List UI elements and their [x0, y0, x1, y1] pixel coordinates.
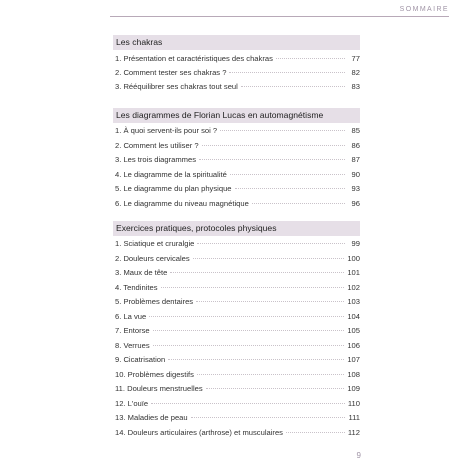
entry-page: 111	[348, 413, 360, 422]
toc-entry[interactable]	[115, 239, 360, 250]
entry-label: 3. Maux de tête	[115, 268, 168, 277]
entry-page: 85	[351, 126, 360, 135]
entry-page: 83	[351, 82, 360, 91]
section-title-exercices: Exercices pratiques, protocoles physiques	[113, 221, 360, 236]
entry-label: 11. Douleurs menstruelles	[115, 384, 203, 393]
toc-entry[interactable]	[115, 268, 360, 279]
entry-page: 101	[347, 268, 360, 277]
entry-label: 6. La vue	[115, 312, 147, 321]
entry-label: 1. Présentation et caractéristiques des chakras	[115, 54, 273, 63]
entry-page: 96	[351, 199, 360, 208]
entry-page: 93	[351, 184, 360, 193]
toc-entry[interactable]	[115, 384, 360, 395]
toc-entry[interactable]	[115, 184, 360, 195]
entry-label: 1. À quoi servent-ils pour soi ?	[115, 126, 218, 135]
leader-dots	[199, 159, 345, 160]
leader-dots	[241, 86, 345, 87]
entry-label: 7. Entorse	[115, 326, 150, 335]
entry-page: 104	[347, 312, 360, 321]
entry-label: 3. Rééquilibrer ses chakras tout seul	[115, 82, 238, 91]
entry-page: 103	[347, 297, 360, 306]
section-title-diagrammes: Les diagrammes de Florian Lucas en automagnétisme	[113, 108, 360, 123]
entry-page: 102	[347, 283, 360, 292]
entry-label: 2. Comment les utiliser ?	[115, 141, 199, 150]
entry-label: 14. Douleurs articulaires (arthrose) et musculaires	[115, 428, 283, 437]
entry-label: 9. Cicatrisation	[115, 355, 166, 364]
entry-label: 3. Les trois diagrammes	[115, 155, 197, 164]
entry-page: 82	[351, 68, 360, 77]
entry-label: 6. Le diagramme du niveau magnétique	[115, 199, 249, 208]
leader-dots	[196, 301, 344, 302]
toc-entry[interactable]	[115, 413, 360, 424]
leader-dots	[193, 258, 345, 259]
entry-page: 108	[347, 370, 360, 379]
toc-entry[interactable]	[115, 126, 360, 137]
entry-label: 5. Le diagramme du plan physique	[115, 184, 232, 193]
toc-entry[interactable]	[115, 170, 360, 181]
leader-dots	[197, 243, 345, 244]
page-number: 9	[356, 451, 361, 460]
section-title-chakras: Les chakras	[113, 35, 360, 50]
leader-dots	[153, 345, 345, 346]
toc-entry[interactable]	[115, 283, 360, 294]
leader-dots	[206, 388, 345, 389]
leader-dots	[229, 72, 345, 73]
toc-entry[interactable]	[115, 54, 360, 65]
leader-dots	[149, 316, 344, 317]
entry-page: 110	[347, 399, 360, 408]
entry-page: 87	[351, 155, 360, 164]
entry-page: 105	[347, 326, 360, 335]
entry-page: 100	[347, 254, 360, 263]
entry-page: 77	[351, 54, 360, 63]
entry-page: 107	[347, 355, 360, 364]
entry-label: 5. Problèmes dentaires	[115, 297, 194, 306]
header-rule	[110, 16, 449, 17]
entry-label: 10. Problèmes digestifs	[115, 370, 194, 379]
toc-entry[interactable]	[115, 82, 360, 93]
entry-page: 90	[351, 170, 360, 179]
leader-dots	[151, 403, 345, 404]
toc-entry[interactable]	[115, 399, 360, 410]
toc-entry[interactable]	[115, 355, 360, 366]
entry-label: 2. Comment tester ses chakras ?	[115, 68, 227, 77]
entry-label: 12. L'ouïe	[115, 399, 149, 408]
leader-dots	[230, 174, 345, 175]
entry-label: 4. Le diagramme de la spiritualité	[115, 170, 227, 179]
entry-page: 112	[347, 428, 360, 437]
leader-dots	[191, 417, 345, 418]
toc-entry[interactable]	[115, 199, 360, 210]
toc-entry[interactable]	[115, 326, 360, 337]
entry-page: 99	[351, 239, 360, 248]
toc-entry[interactable]	[115, 428, 360, 439]
toc-entry[interactable]	[115, 370, 360, 381]
leader-dots	[220, 130, 345, 131]
leader-dots	[197, 374, 344, 375]
leader-dots	[202, 145, 345, 146]
leader-dots	[276, 58, 345, 59]
entry-label: 1. Sciatique et cruralgie	[115, 239, 195, 248]
leader-dots	[235, 188, 345, 189]
entry-label: 2. Douleurs cervicales	[115, 254, 190, 263]
toc-entry[interactable]	[115, 312, 360, 323]
toc-entry[interactable]	[115, 254, 360, 265]
entry-label: 4. Tendinites	[115, 283, 158, 292]
entry-page: 109	[347, 384, 360, 393]
leader-dots	[161, 287, 345, 288]
leader-dots	[153, 330, 345, 331]
leader-dots	[286, 432, 345, 433]
toc-entry[interactable]	[115, 141, 360, 152]
leader-dots	[168, 359, 344, 360]
entry-page: 86	[351, 141, 360, 150]
entry-label: 8. Verrues	[115, 341, 150, 350]
toc-entry[interactable]	[115, 155, 360, 166]
entry-label: 13. Maladies de peau	[115, 413, 188, 422]
leader-dots	[252, 203, 345, 204]
running-header: SOMMAIRE	[396, 6, 449, 13]
toc-entry[interactable]	[115, 341, 360, 352]
toc-entry[interactable]	[115, 297, 360, 308]
toc-entry[interactable]	[115, 68, 360, 79]
entry-page: 106	[347, 341, 360, 350]
leader-dots	[170, 272, 344, 273]
